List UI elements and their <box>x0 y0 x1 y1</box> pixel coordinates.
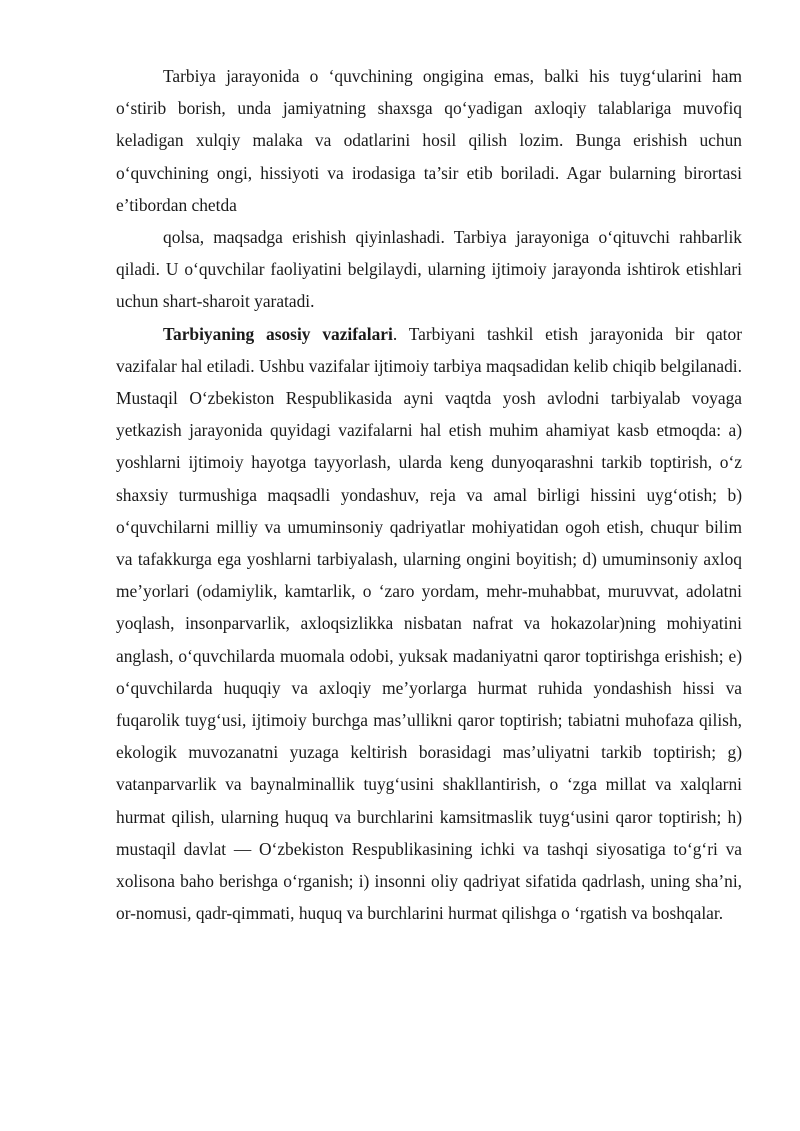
paragraph-1: Tarbiya jarayonida o ‘quvchining ongigina emas, balki his tuyg‘ularini ham o‘stirib borish, unda jamiyatning shaxsga qo‘yadigan axloqiy talablariga muvofiq keladigan xulqiy malaka va odatlarini hosil qilish lozim. Bunga erishish uchun o‘quvchining ongi, hissiyoti va irodasiga ta’sir etib boriladi. Agar bularning birortasi e’tibordan chetda <box>116 66 742 215</box>
paragraph-3 <box>116 318 742 930</box>
section-heading: Tarbiyaning asosiy vazifalari <box>163 323 393 344</box>
paragraph-3-body: . Tarbiyani tashkil etish jarayonida bir qator vazifalar hal etiladi. Ushbu vazifalar ijtimoiy tarbiya maqsadidan kelib chiqib belgilanadi. Mustaqil O‘zbekiston Respublikasida ayni vaqtda yosh avlodni tarbiyalab voyaga yetkazish jarayonida quyidagi vazifalarni hal etish muhim ahamiyat kasb etmoqda: a) yoshlarni ijtimoiy hayotga tayyorlash, ularda keng dunyoqarashni tarkib toptirish, o‘z shaxsiy turmushiga maqsadli yondashuv, reja va amal birligi hissini uyg‘otish; b) o‘quvchilarni milliy va umuminsoniy qadriyatlar mohiyatidan ogoh etish, chuqur bilim va tafakkurga ega yoshlarni tarbiyalash, ularning ongini boyitish; d) umuminsoniy axloq me’yorlari (odamiylik, kamtarlik, o ‘zaro yordam, mehr-muhabbat, muruvvat, adolatni yoqlash, insonparvarlik, axloqsizlikka nisbatan nafrat va hokazolar)ning mohiyatini anglash, o‘quvchilarda muomala odobi, yuksak madaniyatni qaror toptirishga erishish; e) o‘quvchilarda huquqiy va axloqiy me’yorlarga hurmat ruhida yondashish hissi va fuqarolik tuyg‘usi, ijtimoiy burchga mas’ullikni qaror toptirish; tabiatni muhofaza qilish, ekologik muvozanatni yuzaga keltirish borasidagi mas’uliyatni tarkib toptirish; g) vatanparvarlik va baynalminallik tuyg‘usini shakllantirish, o ‘zga millat va xalqlarni hurmat qilish, ularning huquq va burchlarini kamsitmaslik tuyg‘usini qaror toptirish; h) mustaqil davlat — O‘zbekiston Respublikasining ichki va tashqi siyosatiga to‘g‘ri va xolisona baho berishga o‘rganish; i) insonni oliy qadriyat sifatida qadrlash, uning sha’ni, or-nomusi, qadr-qimmati, huquq va burchlarini hurmat qilishga o ‘rgatish va boshqalar. <box>116 323 742 924</box>
paragraph-2: qolsa, maqsadga erishish qiyinlashadi. Tarbiya jarayoniga o‘qituvchi rahbarlik qiladi. U o‘quvchilar faoliyatini belgilaydi, ularning ijtimoiy jarayonda ishtirok etishlari uchun shart-sharoit yaratadi. <box>116 227 742 312</box>
document-page <box>116 60 742 929</box>
